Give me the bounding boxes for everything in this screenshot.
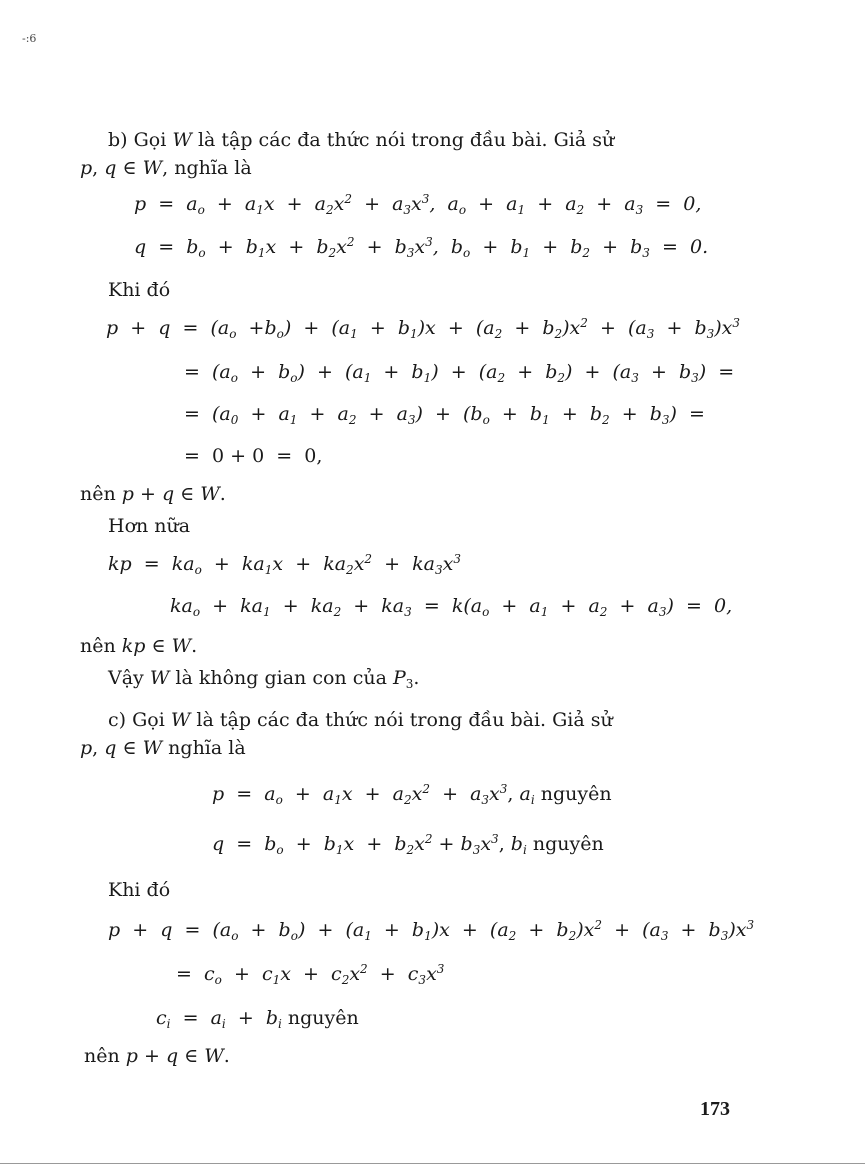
sum-line-2: = $(a_o + b_o) + (a_1 + b_1) + (a_2 + b_2) + (a_3 + b_3)$ = (184, 361, 735, 385)
kp-line-1: kp = $ka_o + ka_1x + ka_2x^2 + ka_3x^3$ (108, 552, 461, 577)
hon-nua: Hơn nữa (108, 515, 191, 537)
c-sum-line-2: = $c_o + c_1x + c_2x^2 + c_3x^3$ (176, 962, 445, 987)
c-equation-p: $p = a_o + a_1x + a_2x^2 + a_3x^3$, $a_i$ nguyên (212, 782, 612, 807)
sum-line-3: = $(a_0 + a_1 + a_2 + a_3) + (b_o + b_1 + b_2 + b_3)$ = (184, 403, 705, 427)
kp-line-2: $ka_o + ka_1 + ka_2 + ka_3 = k(a_o + a_1 + a_2 + a_3) = 0$, (170, 595, 733, 619)
c-intro-line: c) Gọi W là tập các đa thức nói trong đầu bài. Giả sử (108, 709, 613, 731)
equation-q: $q = b_o + b_1x + b_2x^2 + b_3x^3$, $b_o + b_1 + b_2 + b_3 = 0$. (134, 235, 709, 260)
c-sum-line-3: $c_i = a_i + b_i$ nguyên (156, 1007, 359, 1031)
sum-line-1: $p + q = (a_o +b_o) + (a_1 + b_1)x + (a_2 + b_2)x^2 + (a_3 + b_3)x^3$ (106, 316, 741, 341)
c-intro-line-2: p, q ∈ W nghĩa là (80, 737, 246, 759)
corner-mark: -:6 (22, 32, 37, 45)
conclusion-c: nên p + q ∈ W. (84, 1045, 230, 1067)
c-equation-q: $q = b_o + b_1x + b_2x^2 + b_3x^3$, $b_i$ nguyên (212, 832, 604, 857)
sum-line-4: = 0 + 0 = 0, (184, 445, 323, 467)
b-intro-line: b) Gọi W là tập các đa thức nói trong đầu bài. Giả sử (108, 129, 615, 151)
equation-p: $p = a_o + a_1x + a_2x^2 + a_3x^3$, $a_o + a_1 + a_2 + a_3 = 0$, (134, 192, 702, 217)
conclusion-kp: nên kp ∈ W. (80, 635, 198, 657)
conclusion-sum: nên p + q ∈ W. (80, 483, 226, 505)
page-number: 173 (700, 1098, 730, 1120)
conclusion-subspace: Vậy W là không gian con của $P_3$. (108, 667, 420, 691)
khi-do-b: Khi đó (108, 279, 171, 301)
bottom-rule (0, 1163, 865, 1164)
khi-do-c: Khi đó (108, 879, 171, 901)
b-intro-line-2: p, q ∈ W, nghĩa là (80, 157, 252, 179)
c-sum-line-1: $p + q = (a_o + b_o) + (a_1 + b_1)x + (a_2 + b_2)x^2 + (a_3 + b_3)x^3$ (108, 918, 755, 943)
